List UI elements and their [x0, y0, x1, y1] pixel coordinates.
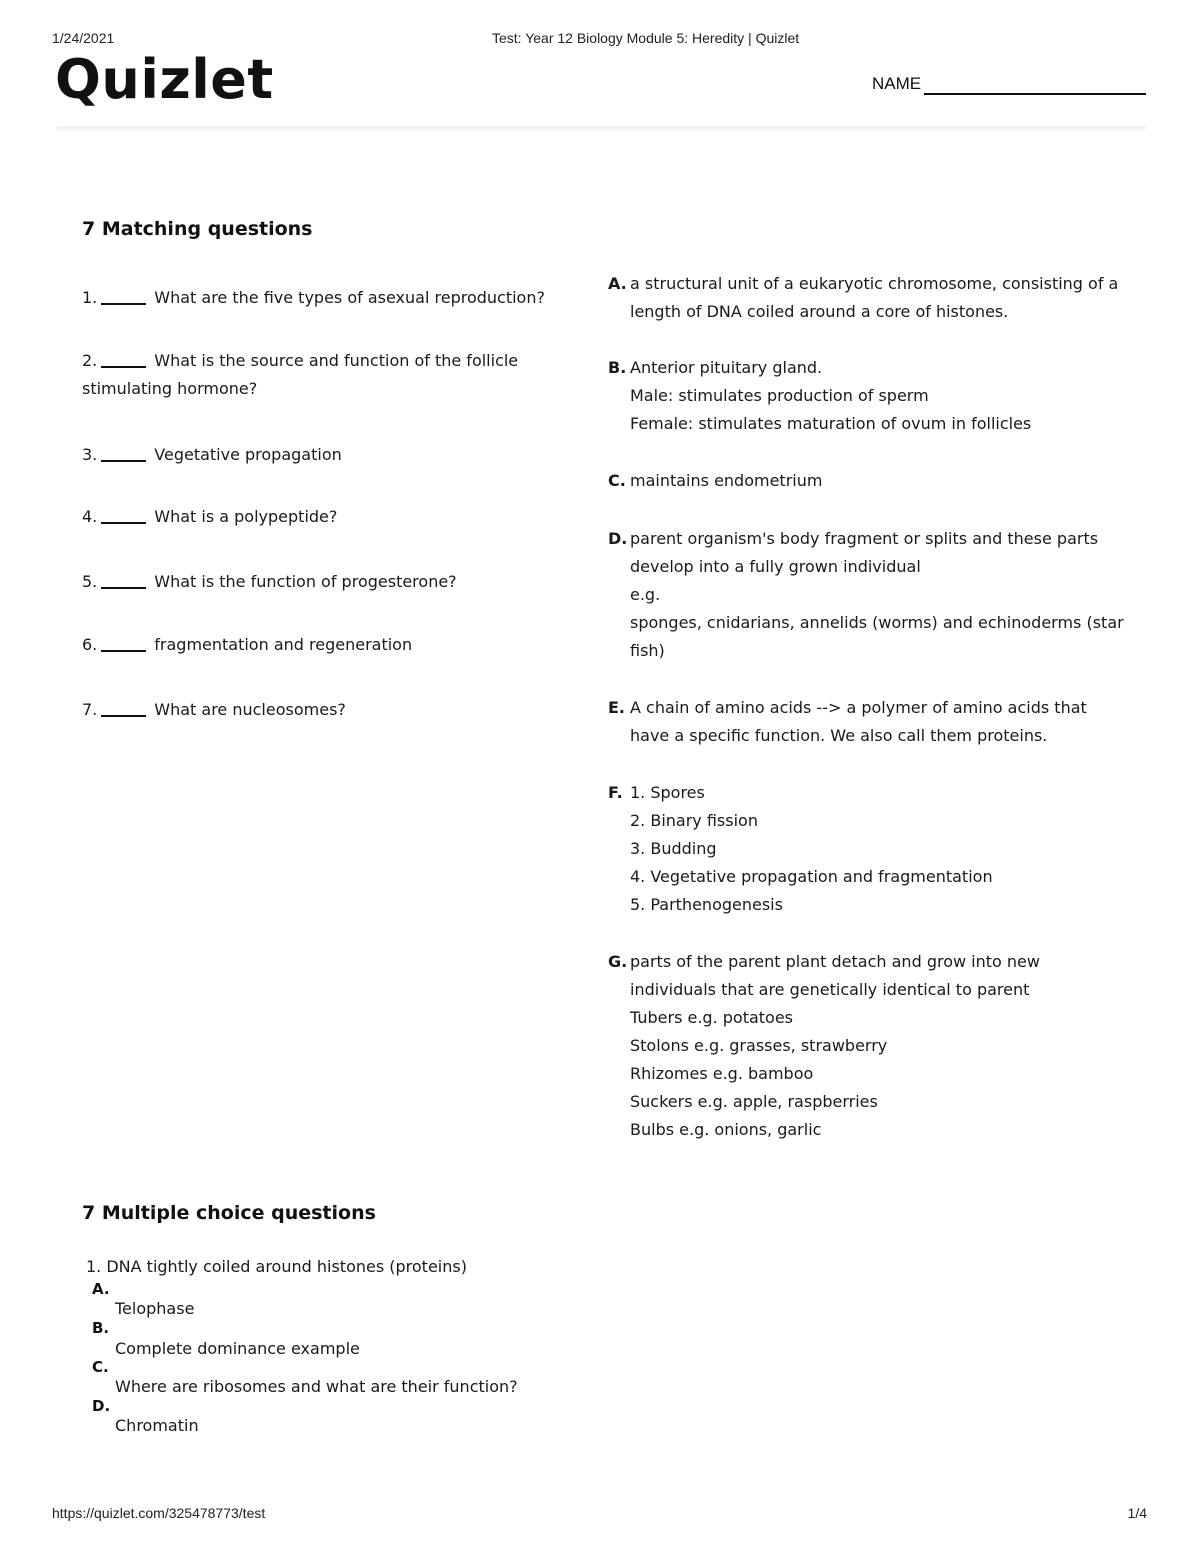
- matching-option-b: [606, 354, 1126, 438]
- question-number: 1.: [82, 288, 98, 307]
- question-number: 3.: [82, 445, 98, 464]
- matching-question-6: [82, 631, 552, 659]
- answer-blank: [101, 366, 146, 368]
- matching-option-f: [606, 779, 1126, 919]
- mc-answer-letter-d: D.: [92, 1397, 111, 1415]
- matching-section-title: 7 Matching questions: [82, 218, 313, 240]
- mc-answer-letter-c: C.: [92, 1358, 109, 1376]
- option-letter: A.: [608, 274, 627, 293]
- option-text: maintains endometrium: [630, 471, 823, 490]
- matching-question-1: [82, 284, 552, 312]
- print-footer: [0, 1505, 1200, 1525]
- option-letter: D.: [608, 529, 628, 548]
- matching-option-a: [606, 270, 1126, 326]
- question-text: Vegetative propagation: [154, 445, 342, 464]
- multiple-choice-question-1: 1. DNA tightly coiled around histones (proteins): [86, 1257, 467, 1276]
- mc-answer-b: Complete dominance example: [115, 1339, 360, 1358]
- question-text: What is the function of progesterone?: [154, 572, 457, 591]
- question-number: 6.: [82, 635, 98, 654]
- question-text: What is a polypeptide?: [154, 507, 338, 526]
- question-text: fragmentation and regeneration: [154, 635, 413, 654]
- matching-question-3: [82, 441, 552, 469]
- matching-option-e: [606, 694, 1126, 750]
- name-field: [872, 74, 1147, 96]
- answer-blank: [101, 715, 146, 717]
- print-header: [0, 30, 1200, 50]
- option-text: a structural unit of a eukaryotic chromosome, consisting of a length of DNA coiled around a core of histones.: [630, 274, 1119, 321]
- quizlet-logo: Quizlet: [55, 48, 274, 111]
- page-number: 1/4: [1127, 1505, 1147, 1521]
- option-text: Anterior pituitary gland. Male: stimulates production of sperm Female: stimulates maturation of ovum in follicles: [630, 358, 1032, 433]
- answer-blank: [101, 460, 146, 462]
- question-number: 7.: [82, 700, 98, 719]
- question-number: 5.: [82, 572, 98, 591]
- name-label: NAME: [872, 74, 922, 93]
- print-title: Test: Year 12 Biology Module 5: Heredity | Quizlet: [492, 30, 800, 46]
- multiple-choice-section-title: 7 Multiple choice questions: [82, 1202, 376, 1224]
- matching-option-c: [606, 467, 1126, 495]
- option-letter: B.: [608, 358, 627, 377]
- matching-option-d: [606, 525, 1126, 665]
- option-text: 1. Spores 2. Binary fission 3. Budding 4. Vegetative propagation and fragmentation 5. Parthenogenesis: [630, 783, 993, 914]
- matching-option-g: [606, 948, 1126, 1144]
- question-number: 4.: [82, 507, 98, 526]
- print-date: 1/24/2021: [52, 30, 115, 46]
- answer-blank: [101, 587, 146, 589]
- question-text: What are nucleosomes?: [154, 700, 346, 719]
- option-letter: C.: [608, 471, 626, 490]
- name-underline: [924, 93, 1146, 95]
- mc-answer-c: Where are ribosomes and what are their function?: [115, 1377, 518, 1396]
- option-letter: E.: [608, 698, 626, 717]
- mc-answer-letter-b: B.: [92, 1319, 110, 1337]
- option-text: parts of the parent plant detach and grow into new individuals that are genetically identical to parent Tubers e.g. potatoes Stolons e.g. grasses, strawberry Rhizomes e.g. bamboo Suckers e.g. apple, raspberries Bulbs e.g. onions, garlic: [630, 952, 1040, 1139]
- matching-question-5: [82, 568, 552, 596]
- option-letter: F.: [608, 783, 623, 802]
- header-divider: [56, 126, 1146, 132]
- mc-answer-d: Chromatin: [115, 1416, 199, 1435]
- mc-answer-a: Telophase: [115, 1299, 195, 1318]
- question-text: What is the source and function of the follicle stimulating hormone?: [82, 351, 519, 398]
- answer-blank: [101, 522, 146, 524]
- matching-question-2: [82, 347, 552, 403]
- matching-question-4: [82, 503, 552, 531]
- option-letter: G.: [608, 952, 628, 971]
- question-number: 2.: [82, 351, 98, 370]
- mc-answer-letter-a: A.: [92, 1280, 110, 1298]
- answer-blank: [101, 650, 146, 652]
- option-text: A chain of amino acids --> a polymer of amino acids that have a specific function. We also call them proteins.: [630, 698, 1087, 745]
- page-url: https://quizlet.com/325478773/test: [52, 1505, 266, 1521]
- option-text: parent organism's body fragment or splits and these parts develop into a fully grown individual e.g. sponges, cnidarians, annelids (worms) and echinoderms (star fish): [630, 529, 1124, 660]
- matching-question-7: [82, 696, 552, 724]
- answer-blank: [101, 303, 146, 305]
- question-text: What are the five types of asexual reproduction?: [154, 288, 545, 307]
